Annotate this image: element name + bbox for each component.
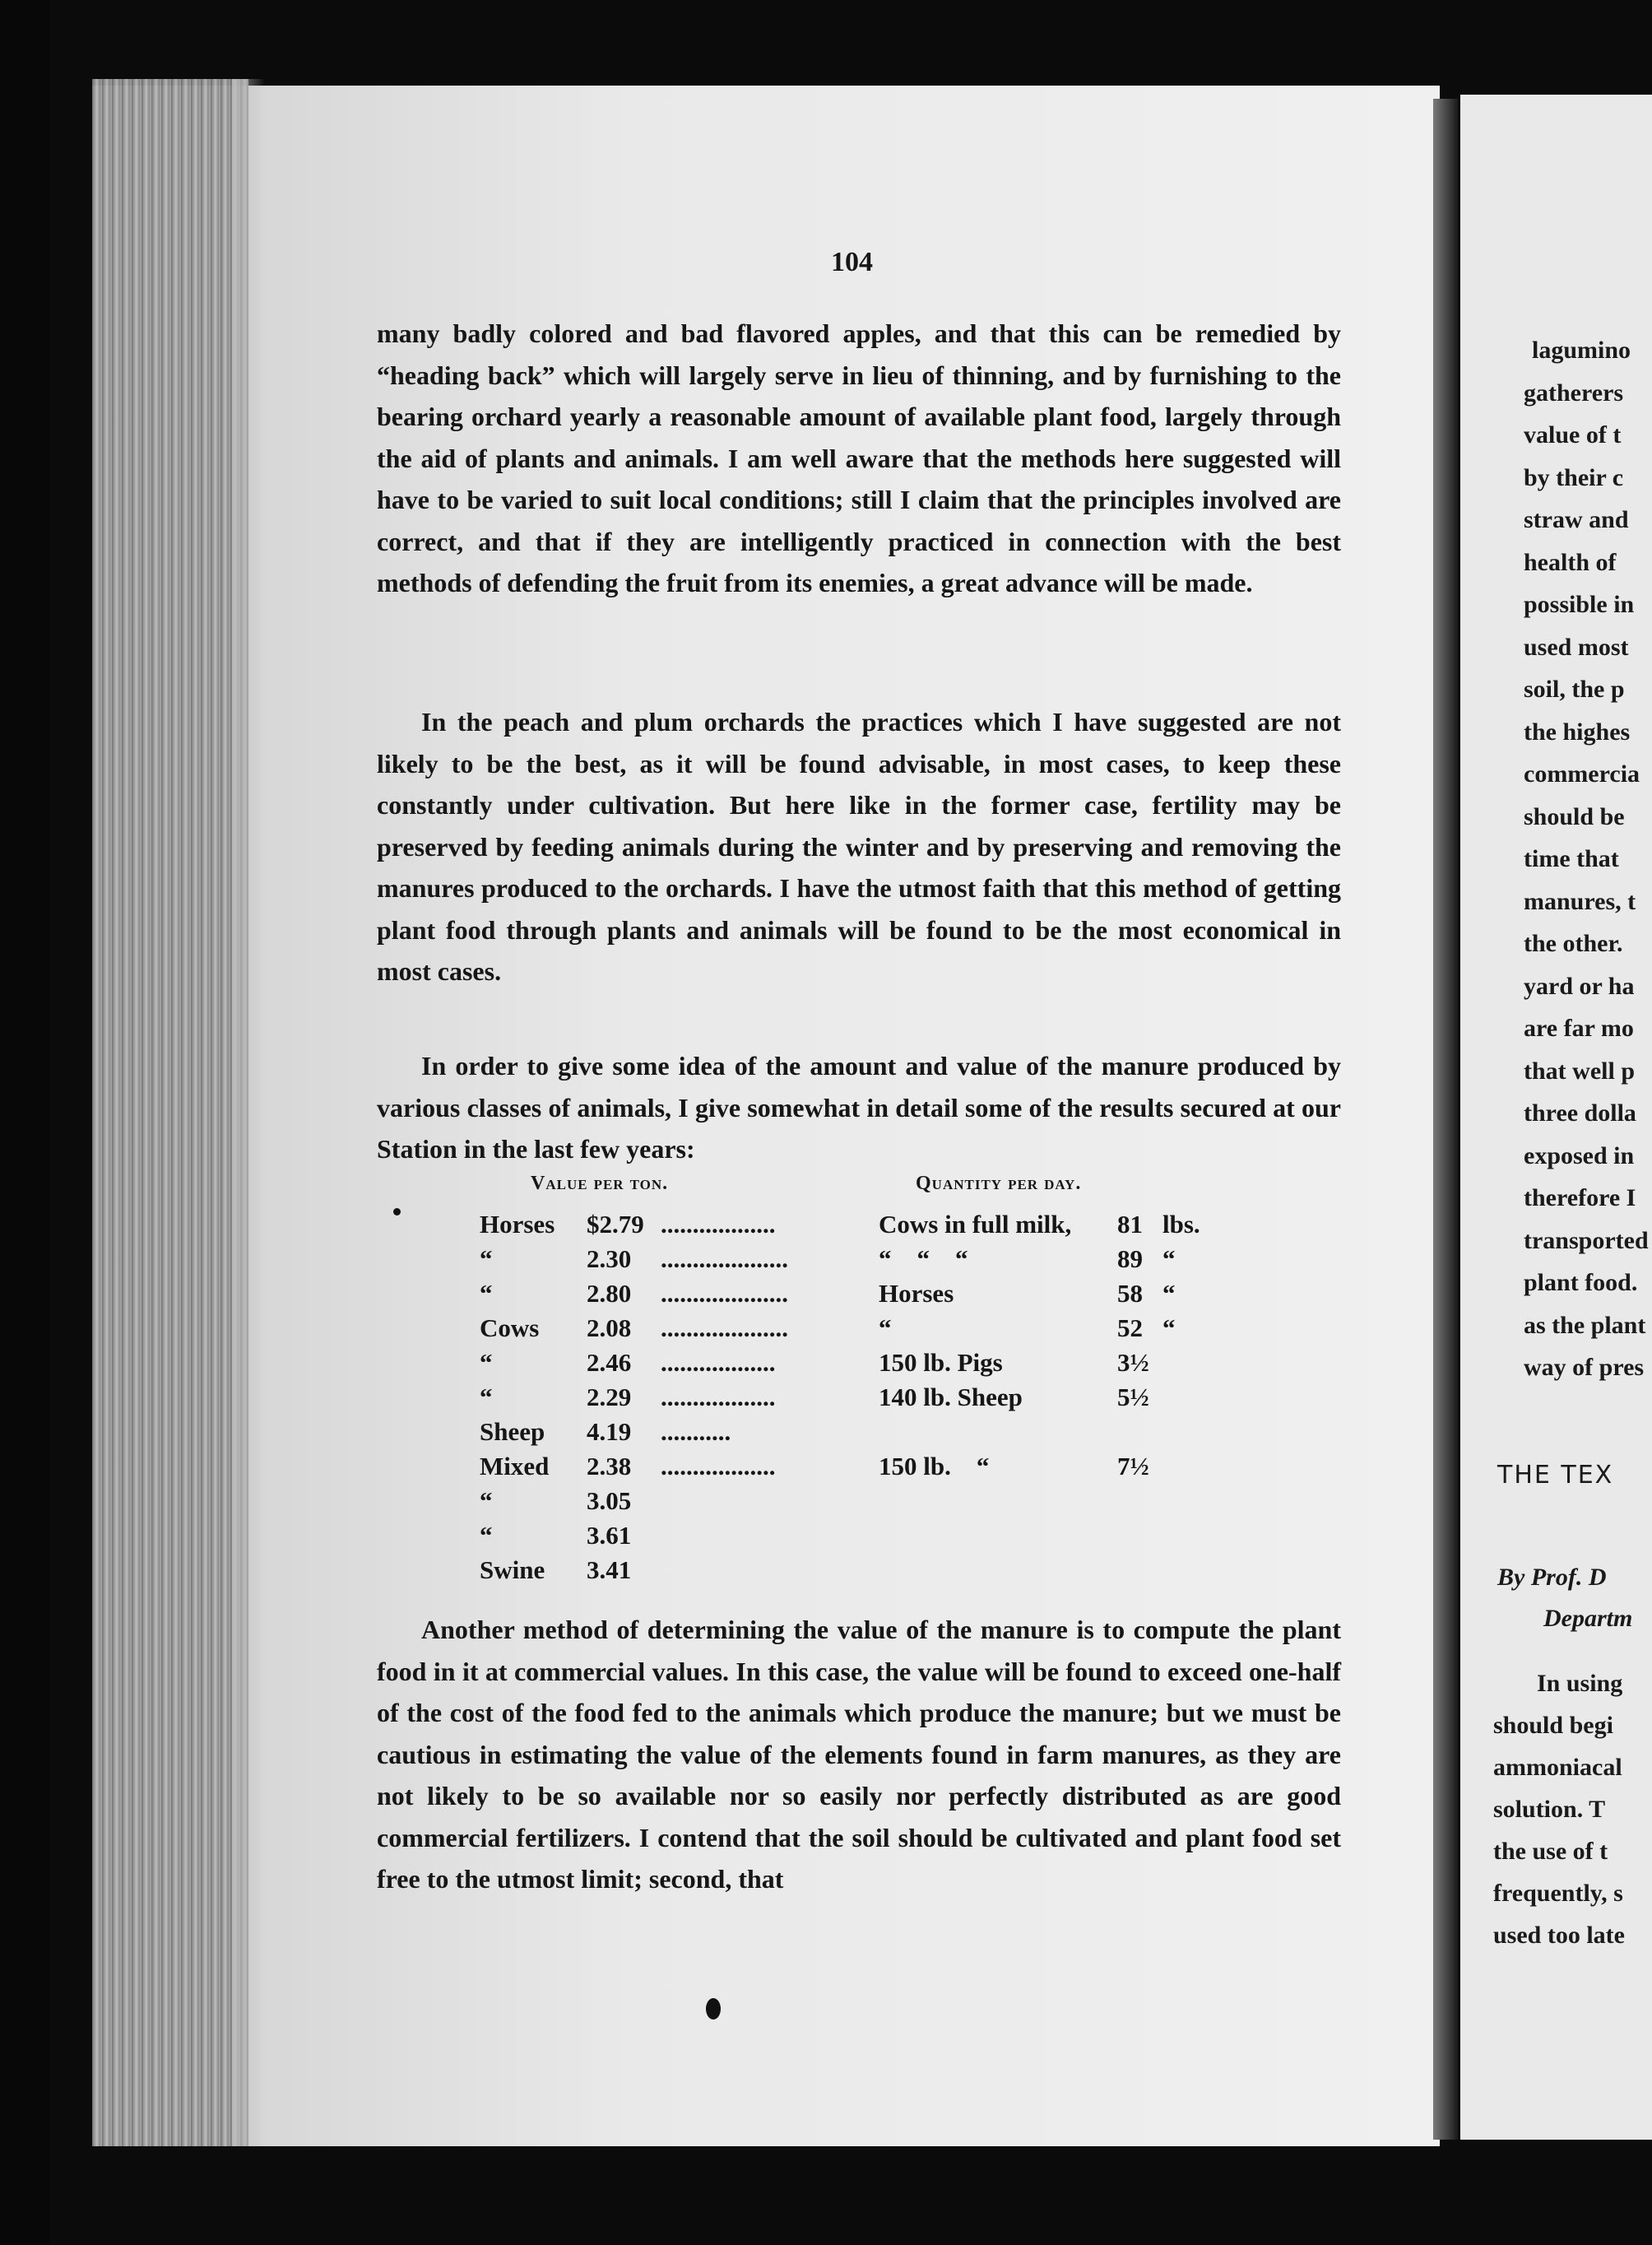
- facing-page-byline-1: By Prof. D: [1497, 1564, 1607, 1591]
- paragraph-2-text: In the peach and plum orchards the practices which I have suggested are not likely to be the best, as it will be found advisable, in most cases, to keep these constantly under cultivation. But here like in the former case, fertility may be preserved by feeding animals during the winter and by preserving and removing the manures produced to the orchards. I have the utmost faith that this method of getting plant food through plants and animals will be found to be the most economical in most cases.: [377, 707, 1341, 986]
- facing-page-line: way of pres: [1524, 1354, 1645, 1381]
- row-leader-dots: ...........: [661, 1417, 731, 1446]
- row-quantity: “: [879, 1313, 892, 1342]
- facing-page-line: as the plant: [1524, 1311, 1646, 1339]
- row-quantity: Cows in full milk,: [879, 1210, 1072, 1239]
- table-row: [480, 1417, 1220, 1450]
- row-amount: 3½: [1117, 1348, 1149, 1377]
- row-value: 2.29: [587, 1383, 632, 1411]
- row-leader-dots: ..................: [661, 1383, 776, 1411]
- book-gutter: [1433, 99, 1458, 2140]
- facing-page-line: possible in: [1524, 591, 1635, 618]
- facing-page-line: transported: [1524, 1226, 1649, 1254]
- paragraph-4-text: Another method of determining the value of the manure is to compute the plant food in it at commercial values. In this case, the value will be found to exceed one-half of the cost of the food fed to the animals which produce the manure; but we must be cautious in estimating the value of the elements found in farm manures, as they are not likely to be so available nor so easily nor perfectly distributed as are good commercial fertilizers. I contend that the soil should be cultivated and plant food set free to the utmost limit; second, that: [377, 1615, 1341, 1894]
- paragraph-3-text: In order to give some idea of the amount and value of the manure produced by various classes of animals, I give somewhat in detail some of the results secured at our Station in the last few years:: [377, 1051, 1341, 1164]
- row-kind: Sheep: [480, 1417, 545, 1446]
- row-quantity: 150 lb. Pigs: [879, 1348, 1003, 1377]
- facing-page-line: ammoniacal: [1493, 1754, 1622, 1781]
- row-kind: Mixed: [480, 1452, 550, 1480]
- facing-page-line: used most: [1524, 633, 1629, 661]
- row-amount: 58: [1117, 1279, 1143, 1308]
- row-amount: 52: [1117, 1313, 1143, 1342]
- row-amount: 7½: [1117, 1452, 1149, 1480]
- row-leader-dots: ....................: [661, 1244, 788, 1273]
- facing-page-line: yard or ha: [1524, 972, 1635, 1000]
- table-row: [480, 1244, 1220, 1277]
- facing-page-line: value of t: [1524, 421, 1622, 449]
- facing-page-line: should be: [1524, 802, 1625, 830]
- facing-page-line: used too late: [1493, 1922, 1625, 1949]
- facing-page-line: straw and: [1524, 506, 1629, 533]
- table-row: [480, 1383, 1220, 1415]
- facing-page-line: time that: [1524, 845, 1619, 872]
- facing-page-line: soil, the p: [1524, 676, 1625, 703]
- row-leader-dots: ..................: [661, 1348, 776, 1377]
- row-value: 2.80: [587, 1279, 632, 1308]
- row-value: 3.41: [587, 1555, 632, 1584]
- table-row: [480, 1521, 1220, 1554]
- paragraph-3: [377, 1045, 1341, 1170]
- facing-page-line: plant food.: [1524, 1269, 1638, 1296]
- row-kind: “: [480, 1244, 493, 1273]
- row-kind: Horses: [480, 1210, 555, 1239]
- facing-page-line: by their c: [1524, 463, 1624, 491]
- row-leader-dots: ..................: [661, 1452, 776, 1480]
- row-kind: “: [480, 1279, 493, 1308]
- row-leader-dots: ..................: [661, 1210, 776, 1239]
- paragraph-1-text: many badly colored and bad flavored apples, and that this can be remedied by “heading back” which will largely serve in lieu of thinning, and by furnishing to the bearing orchard yearly a reasonable amount of available plant food, largely through the aid of plants and animals. I am well aware that the methods here suggested will have to be varied to suit local conditions; still I claim that the principles involved are correct, and that if they are intelligently practiced in connection with the best methods of defending the fruit from its enemies, a great advance will be made.: [377, 318, 1341, 597]
- facing-page-line: three dolla: [1524, 1099, 1636, 1127]
- facing-page-line: In using: [1537, 1670, 1623, 1697]
- left-scan-edge: [0, 0, 49, 2245]
- facing-page-line: frequently, s: [1493, 1880, 1623, 1907]
- ink-blot: [706, 1998, 721, 2020]
- facing-page-heading: THE TEX: [1497, 1461, 1614, 1490]
- row-value: 2.30: [587, 1244, 632, 1273]
- row-quantity: 150 lb. “: [879, 1452, 990, 1480]
- facing-page-line: are far mo: [1524, 1015, 1634, 1042]
- facing-page-line: gatherers: [1524, 379, 1624, 407]
- row-kind: “: [480, 1521, 493, 1550]
- row-kind: Cows: [480, 1313, 540, 1342]
- table-row: [480, 1452, 1220, 1485]
- paragraph-1: [377, 313, 1341, 604]
- row-kind: “: [480, 1348, 493, 1377]
- page-edge-fade: [232, 79, 265, 2146]
- facing-page-line: lagumino: [1532, 337, 1631, 364]
- row-unit: “: [1162, 1279, 1176, 1308]
- row-quantity: 140 lb. Sheep: [879, 1383, 1023, 1411]
- page-edge-texture: [92, 79, 248, 2146]
- facing-page-byline-2: Departm: [1543, 1605, 1633, 1632]
- facing-page-line: solution. T: [1493, 1796, 1606, 1823]
- row-value: 2.08: [587, 1313, 632, 1342]
- facing-page-line: the other.: [1524, 930, 1623, 957]
- paragraph-2: [377, 701, 1341, 992]
- facing-page-line: manures, t: [1524, 887, 1636, 915]
- table-row: [480, 1313, 1220, 1346]
- row-value: 3.61: [587, 1521, 632, 1550]
- facing-page-line: the use of t: [1493, 1838, 1608, 1865]
- row-kind: Swine: [480, 1555, 545, 1584]
- row-leader-dots: ....................: [661, 1313, 788, 1342]
- row-leader-dots: ....................: [661, 1279, 788, 1308]
- row-amount: 81: [1117, 1210, 1143, 1239]
- row-quantity: Horses: [879, 1279, 954, 1308]
- row-unit: lbs.: [1162, 1210, 1200, 1239]
- facing-page-line: therefore I: [1524, 1184, 1636, 1211]
- table-row: [480, 1486, 1220, 1519]
- row-value: 3.05: [587, 1486, 632, 1515]
- row-value: $2.79: [587, 1210, 644, 1239]
- facing-page-line: health of: [1524, 548, 1617, 576]
- page-number: 104: [831, 247, 873, 277]
- facing-page-line: should begi: [1493, 1712, 1613, 1739]
- facing-page-line: commercia: [1524, 760, 1640, 788]
- table-row: [480, 1555, 1220, 1588]
- row-value: 4.19: [587, 1417, 632, 1446]
- table-row: [480, 1210, 1220, 1243]
- table-row: [480, 1279, 1220, 1312]
- row-unit: “: [1162, 1244, 1176, 1273]
- row-kind: “: [480, 1383, 493, 1411]
- row-amount: 89: [1117, 1244, 1143, 1273]
- ink-speck: [393, 1208, 401, 1215]
- table-row: [480, 1348, 1220, 1381]
- table-header-value: Value per ton.: [531, 1173, 669, 1194]
- table-header-quantity: Quantity per day.: [916, 1173, 1082, 1194]
- row-kind: “: [480, 1486, 493, 1515]
- row-value: 2.46: [587, 1348, 632, 1377]
- row-amount: 5½: [1117, 1383, 1149, 1411]
- facing-page-line: exposed in: [1524, 1141, 1635, 1169]
- row-unit: “: [1162, 1313, 1176, 1342]
- row-value: 2.38: [587, 1452, 632, 1480]
- paragraph-4: [377, 1609, 1341, 1900]
- facing-page-line: the highes: [1524, 718, 1631, 746]
- facing-page-line: that well p: [1524, 1057, 1635, 1085]
- row-quantity: “ “ “: [879, 1244, 968, 1273]
